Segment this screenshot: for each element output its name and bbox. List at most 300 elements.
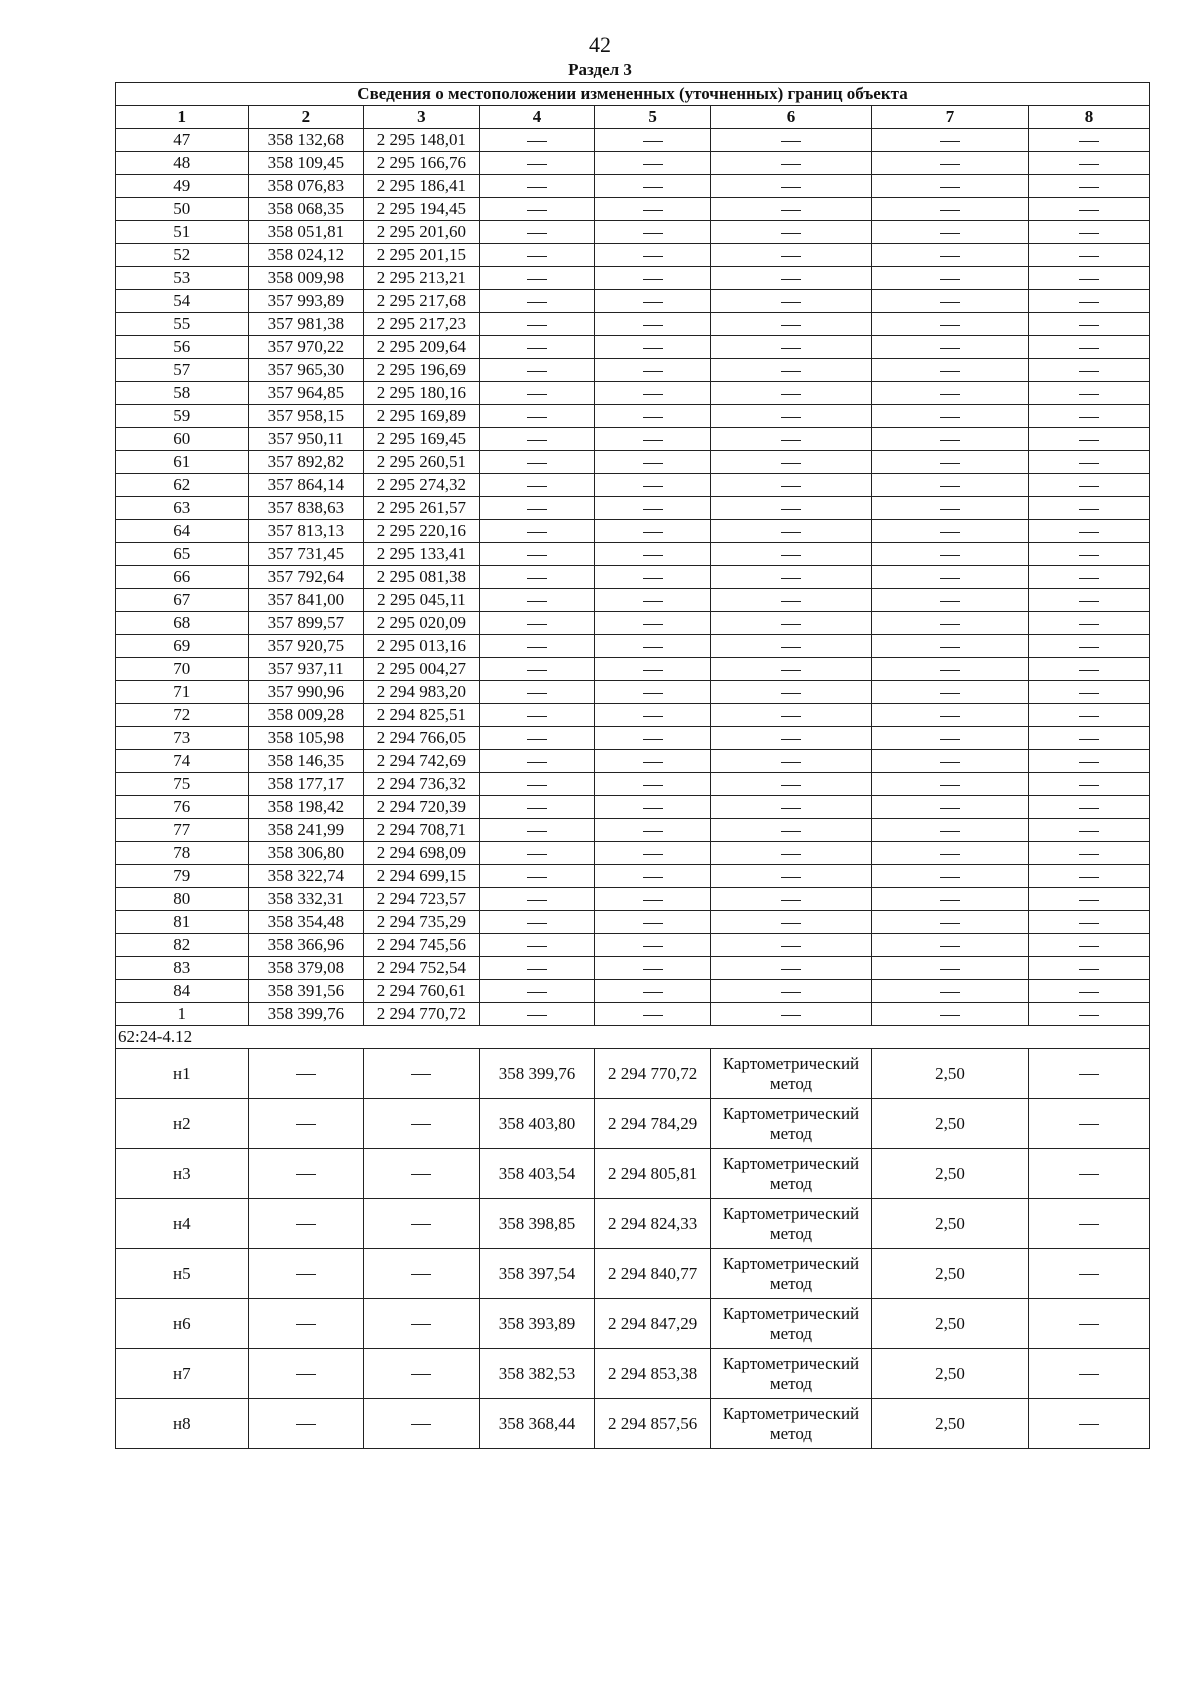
dash-mark [643, 440, 663, 441]
dash-mark [781, 1015, 801, 1016]
dash-mark [643, 923, 663, 924]
empty-value-cell [479, 980, 595, 1003]
dash-mark [781, 141, 801, 142]
dash-mark [527, 992, 547, 993]
point-number-cell: 47 [116, 129, 249, 152]
empty-value-cell [364, 1049, 480, 1099]
empty-value-cell [710, 405, 871, 428]
new-y-cell: 2 294 847,29 [595, 1299, 711, 1349]
table-row [116, 773, 1150, 796]
dash-mark [411, 1374, 431, 1375]
old-y-cell: 2 295 220,16 [364, 520, 480, 543]
method-cell: Картометрический метод [710, 1249, 871, 1299]
dash-mark [527, 141, 547, 142]
dash-mark [781, 187, 801, 188]
dash-mark [1079, 854, 1099, 855]
empty-value-cell [595, 681, 711, 704]
dash-mark [411, 1324, 431, 1325]
dash-mark [781, 762, 801, 763]
point-number-cell: 63 [116, 497, 249, 520]
table-row [116, 382, 1150, 405]
dash-mark [643, 141, 663, 142]
dash-mark [781, 256, 801, 257]
dash-mark [781, 831, 801, 832]
empty-value-cell [595, 497, 711, 520]
dash-mark [643, 739, 663, 740]
point-number-cell: 58 [116, 382, 249, 405]
old-x-cell: 358 332,31 [248, 888, 364, 911]
old-y-cell: 2 294 766,05 [364, 727, 480, 750]
empty-value-cell [1028, 865, 1149, 888]
empty-value-cell [248, 1099, 364, 1149]
empty-value-cell [872, 129, 1029, 152]
empty-value-cell [248, 1049, 364, 1099]
dash-mark [643, 463, 663, 464]
point-number-cell: 59 [116, 405, 249, 428]
dash-mark [781, 555, 801, 556]
dash-mark [940, 670, 960, 671]
empty-value-cell [479, 244, 595, 267]
empty-value-cell [1028, 497, 1149, 520]
dash-mark [643, 716, 663, 717]
old-y-cell: 2 294 735,29 [364, 911, 480, 934]
empty-value-cell [479, 405, 595, 428]
dash-mark [527, 647, 547, 648]
dash-mark [781, 854, 801, 855]
empty-value-cell [479, 589, 595, 612]
point-number-cell: 76 [116, 796, 249, 819]
column-header: 5 [595, 106, 711, 129]
old-y-cell: 2 294 770,72 [364, 1003, 480, 1026]
dash-mark [1079, 601, 1099, 602]
dash-mark [643, 486, 663, 487]
dash-mark [411, 1074, 431, 1075]
empty-value-cell [872, 267, 1029, 290]
empty-value-cell [710, 773, 871, 796]
dash-mark [1079, 1124, 1099, 1125]
empty-value-cell [872, 474, 1029, 497]
method-cell: Картометрический метод [710, 1349, 871, 1399]
dash-mark [1079, 1015, 1099, 1016]
dash-mark [527, 900, 547, 901]
empty-value-cell [1028, 1049, 1149, 1099]
empty-value-cell [1028, 405, 1149, 428]
empty-value-cell [479, 1003, 595, 1026]
point-number-cell: 60 [116, 428, 249, 451]
dash-mark [527, 256, 547, 257]
empty-value-cell [872, 336, 1029, 359]
empty-value-cell [595, 980, 711, 1003]
segment-label: 62:24-4.12 [116, 1026, 1150, 1049]
dash-mark [1079, 164, 1099, 165]
empty-value-cell [364, 1149, 480, 1199]
empty-value-cell [872, 796, 1029, 819]
old-x-cell: 357 937,11 [248, 658, 364, 681]
dash-mark [411, 1224, 431, 1225]
dash-mark [643, 854, 663, 855]
empty-value-cell [595, 244, 711, 267]
empty-value-cell [1028, 589, 1149, 612]
point-number-cell: 64 [116, 520, 249, 543]
old-x-cell: 357 892,82 [248, 451, 364, 474]
dash-mark [1079, 923, 1099, 924]
empty-value-cell [872, 934, 1029, 957]
dash-mark [1079, 670, 1099, 671]
dash-mark [781, 808, 801, 809]
dash-mark [940, 1015, 960, 1016]
table-row [116, 1003, 1150, 1026]
empty-value-cell [710, 198, 871, 221]
old-x-cell: 357 981,38 [248, 313, 364, 336]
dash-mark [1079, 1174, 1099, 1175]
old-x-cell: 358 146,35 [248, 750, 364, 773]
empty-value-cell [872, 750, 1029, 773]
old-x-cell: 358 241,99 [248, 819, 364, 842]
dash-mark [781, 486, 801, 487]
empty-value-cell [364, 1399, 480, 1449]
empty-value-cell [479, 888, 595, 911]
empty-value-cell [595, 152, 711, 175]
dash-mark [643, 808, 663, 809]
dash-mark [527, 210, 547, 211]
dash-mark [940, 739, 960, 740]
empty-value-cell [1028, 1199, 1149, 1249]
empty-value-cell [1028, 658, 1149, 681]
dash-mark [781, 923, 801, 924]
table-row [116, 1399, 1150, 1449]
dash-mark [1079, 716, 1099, 717]
segment-row [116, 1026, 1150, 1049]
dash-mark [781, 739, 801, 740]
point-number-cell: 71 [116, 681, 249, 704]
table-row [116, 175, 1150, 198]
dash-mark [643, 302, 663, 303]
empty-value-cell [479, 658, 595, 681]
empty-value-cell [479, 198, 595, 221]
empty-value-cell [872, 290, 1029, 313]
old-y-cell: 2 295 004,27 [364, 658, 480, 681]
column-header: 3 [364, 106, 480, 129]
empty-value-cell [479, 152, 595, 175]
dash-mark [643, 693, 663, 694]
point-number-cell: 78 [116, 842, 249, 865]
old-y-cell: 2 294 736,32 [364, 773, 480, 796]
old-x-cell: 357 792,64 [248, 566, 364, 589]
old-y-cell: 2 295 013,16 [364, 635, 480, 658]
empty-value-cell [248, 1299, 364, 1349]
empty-value-cell [872, 198, 1029, 221]
empty-value-cell [1028, 681, 1149, 704]
method-cell: Картометрический метод [710, 1049, 871, 1099]
empty-value-cell [1028, 290, 1149, 313]
dash-mark [643, 992, 663, 993]
dash-mark [527, 969, 547, 970]
empty-value-cell [479, 428, 595, 451]
empty-value-cell [872, 175, 1029, 198]
old-y-cell: 2 295 261,57 [364, 497, 480, 520]
empty-value-cell [479, 957, 595, 980]
dash-mark [781, 969, 801, 970]
dash-mark [1079, 463, 1099, 464]
empty-value-cell [1028, 198, 1149, 221]
dash-mark [940, 992, 960, 993]
empty-value-cell [710, 980, 871, 1003]
empty-value-cell [248, 1399, 364, 1449]
empty-value-cell [1028, 727, 1149, 750]
dash-mark [940, 417, 960, 418]
old-x-cell: 358 354,48 [248, 911, 364, 934]
dash-mark [643, 532, 663, 533]
dash-mark [643, 509, 663, 510]
dash-mark [643, 946, 663, 947]
dash-mark [296, 1374, 316, 1375]
table-row [116, 888, 1150, 911]
empty-value-cell [1028, 819, 1149, 842]
old-y-cell: 2 295 217,68 [364, 290, 480, 313]
empty-value-cell [479, 474, 595, 497]
new-y-cell: 2 294 770,72 [595, 1049, 711, 1099]
dash-mark [940, 141, 960, 142]
table-caption-row [116, 83, 1150, 106]
table-row [116, 451, 1150, 474]
dash-mark [527, 325, 547, 326]
dash-mark [1079, 1324, 1099, 1325]
empty-value-cell [595, 382, 711, 405]
empty-value-cell [710, 865, 871, 888]
dash-mark [940, 831, 960, 832]
dash-mark [1079, 371, 1099, 372]
table-body [116, 129, 1150, 1449]
point-number-cell: 69 [116, 635, 249, 658]
dash-mark [1079, 877, 1099, 878]
empty-value-cell [1028, 612, 1149, 635]
dash-mark [643, 394, 663, 395]
point-number-cell: 1 [116, 1003, 249, 1026]
dash-mark [527, 463, 547, 464]
empty-value-cell [872, 313, 1029, 336]
point-number-cell: 75 [116, 773, 249, 796]
empty-value-cell [479, 934, 595, 957]
point-number-cell: н6 [116, 1299, 249, 1349]
empty-value-cell [1028, 1249, 1149, 1299]
point-number-cell: 48 [116, 152, 249, 175]
old-y-cell: 2 295 217,23 [364, 313, 480, 336]
old-y-cell: 2 295 201,60 [364, 221, 480, 244]
dash-mark [1079, 624, 1099, 625]
point-number-cell: 81 [116, 911, 249, 934]
empty-value-cell [595, 635, 711, 658]
empty-value-cell [479, 635, 595, 658]
dash-mark [643, 371, 663, 372]
empty-value-cell [595, 428, 711, 451]
table-row [116, 290, 1150, 313]
old-y-cell: 2 294 708,71 [364, 819, 480, 842]
empty-value-cell [710, 152, 871, 175]
empty-value-cell [364, 1249, 480, 1299]
dash-mark [643, 164, 663, 165]
table-row [116, 681, 1150, 704]
dash-mark [940, 509, 960, 510]
empty-value-cell [595, 589, 711, 612]
point-number-cell: 61 [116, 451, 249, 474]
table-row [116, 704, 1150, 727]
table-row [116, 980, 1150, 1003]
empty-value-cell [710, 612, 871, 635]
table-row [116, 566, 1150, 589]
dash-mark [296, 1124, 316, 1125]
empty-value-cell [479, 566, 595, 589]
point-number-cell: 50 [116, 198, 249, 221]
empty-value-cell [595, 543, 711, 566]
table-row [116, 405, 1150, 428]
dash-mark [940, 440, 960, 441]
new-x-cell: 358 399,76 [479, 1049, 595, 1099]
new-y-cell: 2 294 857,56 [595, 1399, 711, 1449]
dash-mark [940, 624, 960, 625]
dash-mark [527, 693, 547, 694]
dash-mark [1079, 279, 1099, 280]
empty-value-cell [595, 750, 711, 773]
dash-mark [643, 417, 663, 418]
dash-mark [940, 210, 960, 211]
dash-mark [1079, 532, 1099, 533]
point-number-cell: 62 [116, 474, 249, 497]
empty-value-cell [1028, 152, 1149, 175]
dash-mark [940, 900, 960, 901]
empty-value-cell [710, 911, 871, 934]
dash-mark [527, 624, 547, 625]
empty-value-cell [710, 129, 871, 152]
dash-mark [643, 647, 663, 648]
dash-mark [1079, 808, 1099, 809]
dash-mark [940, 279, 960, 280]
dash-mark [527, 831, 547, 832]
dash-mark [781, 785, 801, 786]
empty-value-cell [710, 727, 871, 750]
table-row [116, 842, 1150, 865]
point-number-cell: 79 [116, 865, 249, 888]
old-y-cell: 2 294 698,09 [364, 842, 480, 865]
column-header: 8 [1028, 106, 1149, 129]
dash-mark [940, 463, 960, 464]
table-row [116, 1249, 1150, 1299]
table-row [116, 221, 1150, 244]
old-x-cell: 358 076,83 [248, 175, 364, 198]
empty-value-cell [872, 888, 1029, 911]
old-y-cell: 2 295 133,41 [364, 543, 480, 566]
old-x-cell: 358 379,08 [248, 957, 364, 980]
old-y-cell: 2 294 720,39 [364, 796, 480, 819]
old-x-cell: 358 109,45 [248, 152, 364, 175]
dash-mark [527, 601, 547, 602]
dash-mark [527, 1015, 547, 1016]
empty-value-cell [479, 704, 595, 727]
empty-value-cell [595, 1003, 711, 1026]
dash-mark [1079, 486, 1099, 487]
old-y-cell: 2 295 196,69 [364, 359, 480, 382]
empty-value-cell [479, 382, 595, 405]
old-y-cell: 2 295 169,89 [364, 405, 480, 428]
page-number: 42 [589, 32, 611, 57]
dash-mark [1079, 1074, 1099, 1075]
table-row [116, 819, 1150, 842]
dash-mark [1079, 509, 1099, 510]
dash-mark [781, 210, 801, 211]
empty-value-cell [710, 842, 871, 865]
dash-mark [643, 555, 663, 556]
dash-mark [1079, 555, 1099, 556]
dash-mark [781, 877, 801, 878]
empty-value-cell [479, 267, 595, 290]
column-header: 6 [710, 106, 871, 129]
new-x-cell: 358 393,89 [479, 1299, 595, 1349]
empty-value-cell [710, 635, 871, 658]
dash-mark [781, 233, 801, 234]
dash-mark [940, 854, 960, 855]
empty-value-cell [595, 566, 711, 589]
point-number-cell: н3 [116, 1149, 249, 1199]
dash-mark [940, 923, 960, 924]
old-y-cell: 2 295 194,45 [364, 198, 480, 221]
dash-mark [643, 831, 663, 832]
empty-value-cell [710, 290, 871, 313]
new-x-cell: 358 397,54 [479, 1249, 595, 1299]
dash-mark [781, 693, 801, 694]
empty-value-cell [479, 359, 595, 382]
empty-value-cell [710, 589, 871, 612]
empty-value-cell [479, 750, 595, 773]
dash-mark [527, 785, 547, 786]
empty-value-cell [595, 865, 711, 888]
dash-mark [643, 877, 663, 878]
dash-mark [781, 394, 801, 395]
dash-mark [527, 716, 547, 717]
old-y-cell: 2 295 081,38 [364, 566, 480, 589]
point-number-cell: 52 [116, 244, 249, 267]
empty-value-cell [1028, 842, 1149, 865]
dash-mark [940, 325, 960, 326]
new-x-cell: 358 403,80 [479, 1099, 595, 1149]
table-row [116, 152, 1150, 175]
empty-value-cell [710, 313, 871, 336]
dash-mark [1079, 946, 1099, 947]
dash-mark [296, 1174, 316, 1175]
table-row [116, 267, 1150, 290]
dash-mark [781, 532, 801, 533]
dash-mark [781, 348, 801, 349]
empty-value-cell [1028, 451, 1149, 474]
empty-value-cell [1028, 704, 1149, 727]
empty-value-cell [710, 428, 871, 451]
table-row [116, 1149, 1150, 1199]
empty-value-cell [595, 888, 711, 911]
empty-value-cell [1028, 911, 1149, 934]
accuracy-cell: 2,50 [872, 1299, 1029, 1349]
dash-mark [940, 555, 960, 556]
empty-value-cell [1028, 543, 1149, 566]
empty-value-cell [248, 1149, 364, 1199]
dash-mark [1079, 233, 1099, 234]
empty-value-cell [595, 175, 711, 198]
empty-value-cell [1028, 221, 1149, 244]
old-y-cell: 2 294 699,15 [364, 865, 480, 888]
empty-value-cell [595, 612, 711, 635]
point-number-cell: 55 [116, 313, 249, 336]
old-x-cell: 358 024,12 [248, 244, 364, 267]
column-header: 4 [479, 106, 595, 129]
old-x-cell: 358 306,80 [248, 842, 364, 865]
old-y-cell: 2 295 045,11 [364, 589, 480, 612]
